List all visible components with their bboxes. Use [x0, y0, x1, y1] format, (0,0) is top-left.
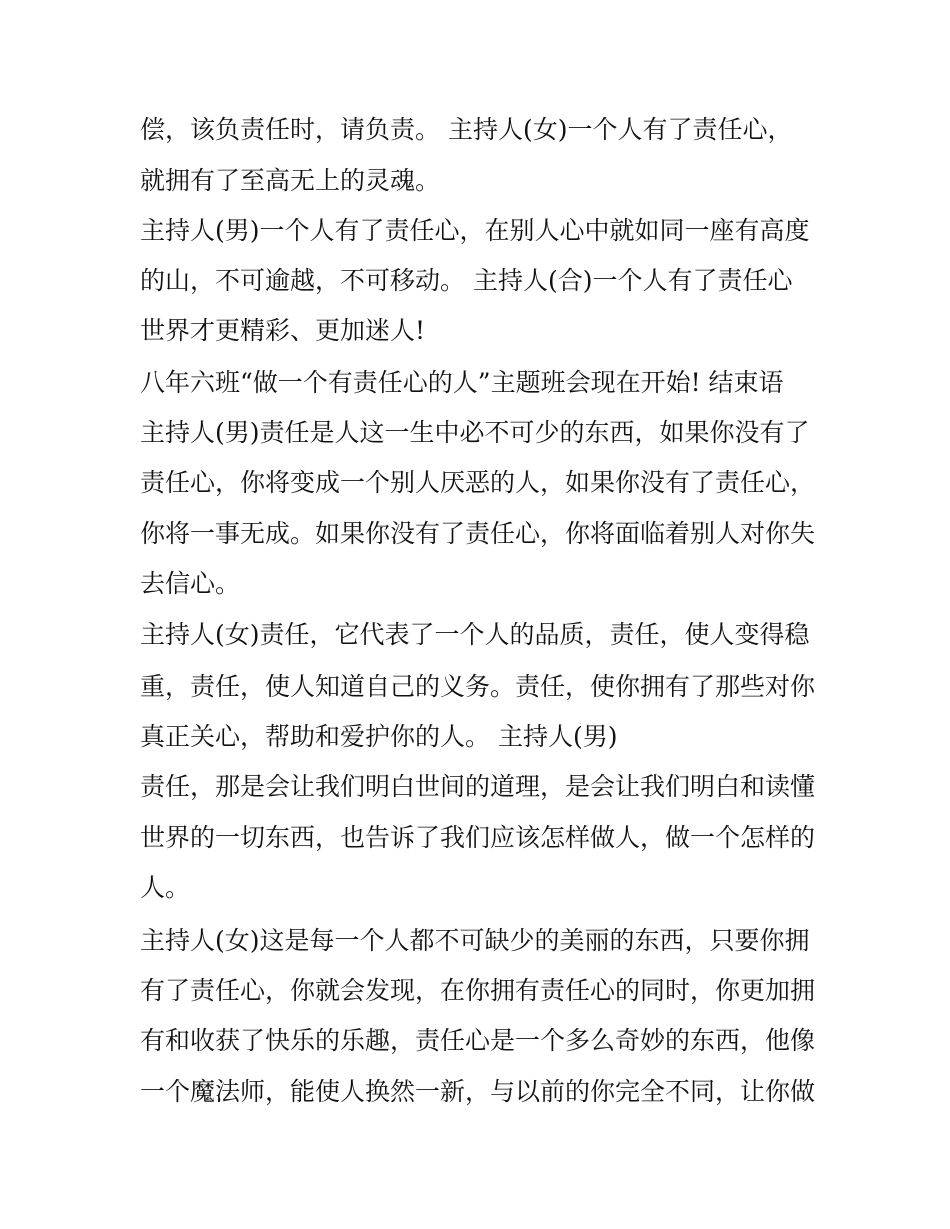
- text-line: 责任，那是会让我们明白世间的道理，是会让我们明白和读懂: [140, 772, 816, 801]
- text-line: 有和收获了快乐的乐趣，责任心是一个多么奇妙的东西，他像: [140, 1026, 816, 1055]
- text-line: 一个魔法师，能使人换然一新，与以前的你完全不同，让你做: [140, 1077, 816, 1106]
- text-line: 就拥有了至高无上的灵魂。: [140, 166, 441, 195]
- text-line: 世界的一切东西，也告诉了我们应该怎样做人，做一个怎样的: [140, 823, 816, 852]
- text-line: 重，责任，使人知道自己的义务。责任，使你拥有了那些对你: [140, 672, 816, 701]
- text-line: 的山，不可逾越，不可移动。 主持人(合)一个人有了责任心: [140, 266, 793, 295]
- text-line: 责任心，你将变成一个别人厌恶的人，如果你没有了责任心，: [140, 468, 816, 497]
- text-line: 主持人(女)这是每一个人都不可缺少的美丽的东西，只要你拥: [140, 926, 810, 955]
- text-line: 主持人(男)一个人有了责任心，在别人心中就如同一座有高度: [140, 216, 810, 245]
- text-line: 人。: [140, 873, 191, 902]
- text-line: 八年六班“做一个有责任心的人”主题班会现在开始! 结束语: [140, 368, 784, 397]
- text-line: 偿，该负责任时，请负责。 主持人(女)一个人有了责任心，: [140, 115, 793, 144]
- text-line: 世界才更精彩、更加迷人!: [140, 316, 426, 345]
- text-line: 你将一事无成。如果你没有了责任心，你将面临着别人对你失: [140, 519, 816, 548]
- text-line: 主持人(女)责任，它代表了一个人的品质，责任，使人变得稳: [140, 620, 810, 649]
- text-line: 有了责任心，你就会发现，在你拥有责任心的同时，你更加拥: [140, 976, 816, 1005]
- text-line: 主持人(男)责任是人这一生中必不可少的东西，如果你没有了: [140, 418, 810, 447]
- text-line: 去信心。: [140, 569, 241, 598]
- text-line: 真正关心，帮助和爱护你的人。 主持人(男): [140, 722, 618, 751]
